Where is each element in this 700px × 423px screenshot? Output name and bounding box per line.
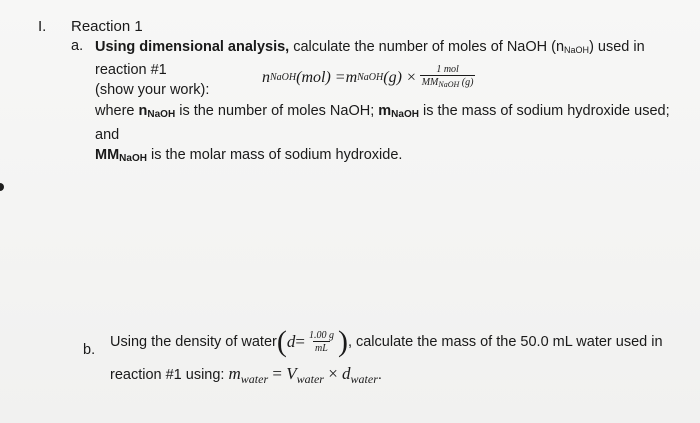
where-mm: MM — [95, 147, 120, 163]
volume-symbol: V — [286, 364, 297, 383]
part-b-text-3: reaction #1 using: — [110, 367, 229, 383]
fraction-denominator — [420, 75, 476, 91]
density-denominator: mL — [315, 343, 328, 354]
part-b-label: b. — [83, 342, 96, 358]
reaction-title: Reaction 1 — [71, 18, 143, 35]
close-paren: ) — [337, 325, 348, 358]
margin-dot — [0, 183, 4, 191]
variable-definitions — [95, 101, 695, 169]
density-water-subscript: water — [350, 372, 378, 386]
part-a-label: a. — [71, 38, 84, 54]
part-a-prompt-line2: (show your work): — [95, 82, 210, 98]
fraction-numerator: 1 mol — [436, 64, 459, 75]
mass-equals: = — [268, 364, 287, 383]
mass-subscript: water — [240, 372, 269, 386]
where-n-sub: NaOH — [147, 109, 176, 120]
molar-mass-fraction — [420, 64, 476, 91]
eq-n-symbol: n — [262, 68, 270, 86]
times-sign: × — [323, 364, 343, 383]
part-b-text-2: , calculate the mass of the 50.0 mL water used in — [347, 334, 663, 350]
eq-n-subscript: NaOH — [270, 72, 297, 83]
mm-subscript: NaOH — [438, 80, 460, 89]
eq-m-subscript: NaOH — [357, 72, 384, 83]
n-naoh-subscript: NaOH — [564, 45, 590, 55]
where-m: m — [378, 103, 392, 119]
density-equals: = — [295, 332, 305, 351]
density-symbol: d — [286, 332, 296, 351]
where-text-2: is the number of moles NaOH; — [175, 103, 379, 119]
part-a-prompt-bold: Using dimensional analysis, — [95, 39, 290, 55]
density-fraction — [307, 330, 336, 354]
where-mm-sub: NaOH — [119, 153, 147, 164]
volume-subscript: water — [296, 372, 324, 386]
part-b-line1 — [110, 325, 663, 358]
eq-m-symbol: m — [345, 68, 358, 86]
density-numerator: 1.00 g — [308, 330, 334, 341]
part-a-prompt-end: ) used in reaction #1 — [95, 39, 645, 78]
question-number: I. — [38, 18, 47, 35]
eq-g-unit: (g) × — [383, 68, 417, 86]
sentence-end: . — [377, 367, 382, 383]
where-text-1: where — [95, 103, 139, 119]
eq-mol-unit: (mol) = — [296, 68, 346, 86]
where-text-4: is the molar mass of sodium hydroxide. — [146, 147, 403, 163]
where-text-3: is the mass of sodium hydroxide used; and — [95, 103, 670, 143]
n-naoh-symbol: n — [555, 39, 565, 55]
where-m-sub: NaOH — [391, 109, 419, 120]
mass-symbol: m — [228, 364, 241, 383]
mm-symbol: MM — [421, 77, 439, 88]
where-n: n — [138, 103, 148, 119]
open-paren: ( — [276, 325, 287, 358]
part-a-prompt-text: calculate the number of moles of NaOH ( — [289, 39, 556, 55]
part-b-line2 — [110, 364, 382, 387]
mm-unit: (g) — [459, 77, 474, 88]
moles-equation — [262, 64, 475, 91]
density-water-symbol: d — [342, 364, 351, 383]
part-b-text-1: Using the density of water — [110, 334, 277, 350]
